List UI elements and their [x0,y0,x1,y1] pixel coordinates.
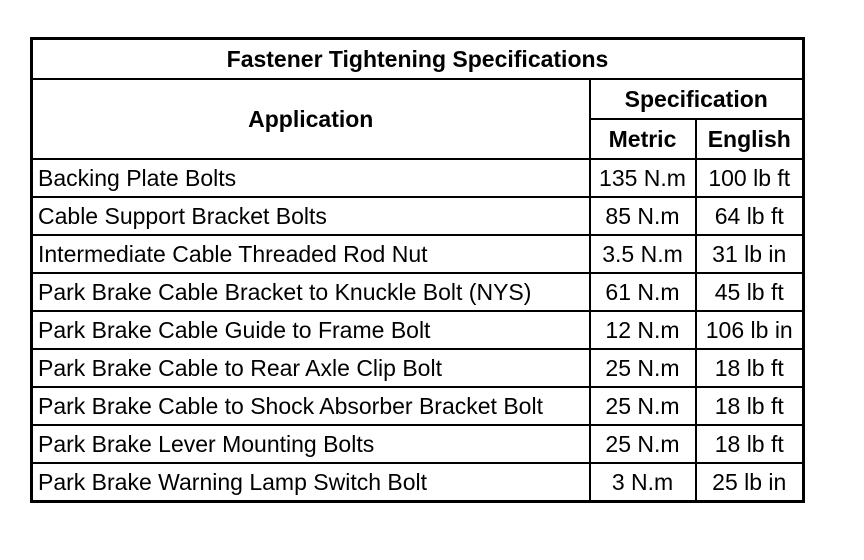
table-row [32,273,804,311]
english-cell: 45 lb ft [696,273,804,311]
table-row [32,311,804,349]
application-cell: Intermediate Cable Threaded Rod Nut [32,235,590,273]
metric-cell: 25 N.m [590,387,696,425]
english-cell: 18 lb ft [696,387,804,425]
application-cell: Backing Plate Bolts [32,159,590,197]
table-row [32,197,804,235]
metric-cell: 12 N.m [590,311,696,349]
english-cell: 18 lb ft [696,349,804,387]
metric-cell: 135 N.m [590,159,696,197]
metric-cell: 25 N.m [590,425,696,463]
application-header: Application [32,79,590,159]
table-row [32,349,804,387]
application-cell: Park Brake Cable Bracket to Knuckle Bolt (NYS) [32,273,590,311]
english-cell: 25 lb in [696,463,804,502]
table-row [32,159,804,197]
table-row [32,425,804,463]
metric-cell: 3 N.m [590,463,696,502]
table-row [32,235,804,273]
fastener-spec-table [30,37,805,503]
specification-header: Specification [590,79,804,119]
english-cell: 31 lb in [696,235,804,273]
metric-cell: 3.5 N.m [590,235,696,273]
application-cell: Park Brake Cable Guide to Frame Bolt [32,311,590,349]
application-cell: Park Brake Warning Lamp Switch Bolt [32,463,590,502]
table-row [32,463,804,502]
table-row [32,387,804,425]
application-cell: Cable Support Bracket Bolts [32,197,590,235]
english-cell: 18 lb ft [696,425,804,463]
table-title: Fastener Tightening Specifications [32,39,804,80]
english-cell: 100 lb ft [696,159,804,197]
application-cell: Park Brake Cable to Shock Absorber Bracket Bolt [32,387,590,425]
metric-header: Metric [590,119,696,159]
english-cell: 64 lb ft [696,197,804,235]
metric-cell: 25 N.m [590,349,696,387]
application-cell: Park Brake Cable to Rear Axle Clip Bolt [32,349,590,387]
metric-cell: 61 N.m [590,273,696,311]
metric-cell: 85 N.m [590,197,696,235]
english-cell: 106 lb in [696,311,804,349]
english-header: English [696,119,804,159]
application-cell: Park Brake Lever Mounting Bolts [32,425,590,463]
